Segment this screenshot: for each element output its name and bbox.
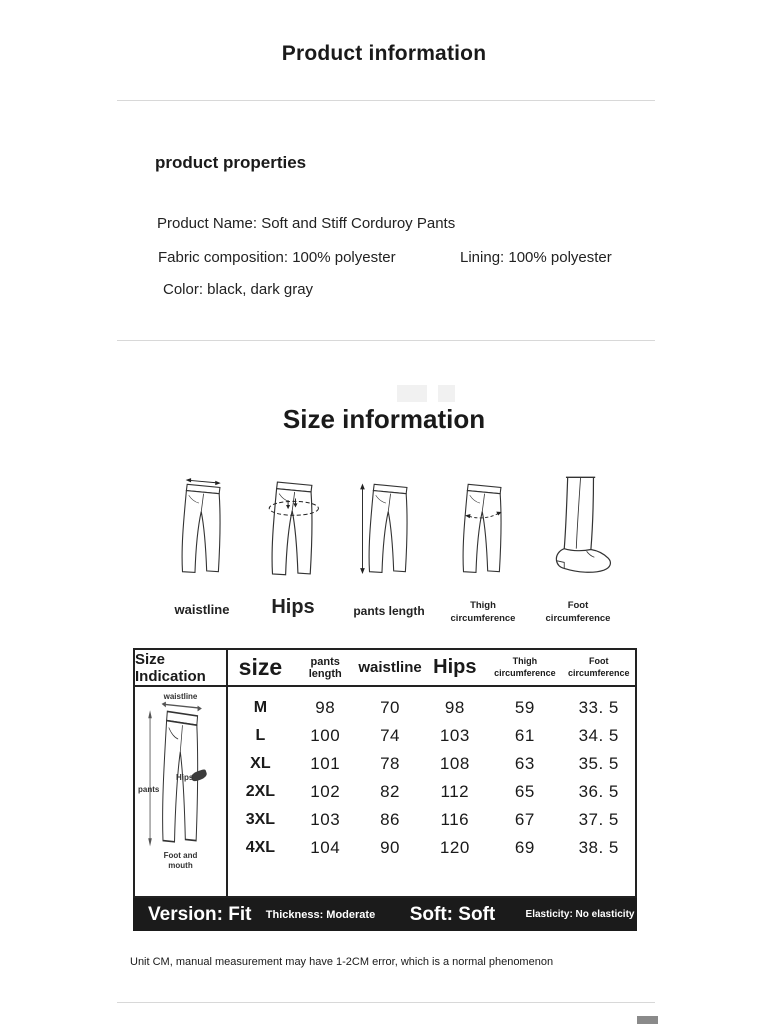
value-cell: 82: [380, 782, 400, 801]
size-information-title: Size information: [282, 404, 486, 434]
value-cell: 86: [380, 810, 400, 829]
lining-text: Lining: 100% polyester: [460, 249, 612, 266]
pants-hips-icon: [252, 466, 334, 590]
thigh-circumference-figure: [438, 466, 528, 626]
value-cell: 59: [514, 698, 535, 717]
value-cell: 61: [514, 726, 535, 745]
attributes-bar: [133, 898, 637, 931]
value-cell: 74: [380, 726, 400, 745]
size-cell: 4XL: [245, 839, 276, 856]
table-row: [228, 834, 635, 862]
figure-label: Thigh circumference: [450, 600, 516, 624]
value-cell: 108: [439, 754, 470, 773]
value-cell: 63: [514, 754, 535, 773]
value-cell: 78: [380, 754, 400, 773]
diagram-waistline-label: waistline: [163, 692, 198, 701]
section-divider: [117, 1002, 655, 1003]
section-divider: [117, 100, 655, 101]
value-cell: 116: [440, 810, 470, 829]
value-cell: 98: [315, 698, 336, 717]
value-cell: 101: [310, 754, 341, 773]
value-cell: 36. 5: [578, 782, 619, 801]
size-diagram: [135, 687, 226, 896]
product-properties-heading: product properties: [155, 153, 307, 172]
section-divider: [117, 340, 655, 341]
size-indication-column: [135, 650, 228, 896]
value-cell: 98: [444, 698, 465, 717]
hips-figure: [248, 466, 338, 619]
waistline-figure: [157, 466, 247, 617]
value-cell: 69: [514, 838, 535, 857]
foot-circumference-figure: [533, 466, 623, 626]
color-text: Color: black, dark gray: [163, 281, 314, 298]
value-cell: 102: [310, 782, 341, 801]
pants-waistline-icon: [163, 466, 241, 590]
diagram-foot-label: Foot and mouth: [163, 851, 198, 871]
diagram-hips-label: Hips: [176, 773, 194, 782]
leg-shoe-icon: [535, 466, 621, 590]
size-indication-header: Size Indication: [135, 650, 226, 687]
figure-label: Foot circumference: [545, 600, 611, 624]
pants-length-icon: [350, 466, 428, 590]
thickness-label: Thickness: Moderate: [265, 908, 376, 921]
watermark-fragment: [438, 385, 455, 402]
figure-label: Hips: [271, 596, 315, 618]
watermark-fragment: [397, 385, 427, 402]
size-cell: XL: [250, 755, 271, 772]
table-row: [228, 722, 635, 750]
column-header-waistline: waistline: [358, 659, 422, 676]
value-cell: 34. 5: [578, 726, 619, 745]
value-cell: 112: [440, 782, 470, 801]
softness-label: Soft: Soft: [409, 903, 496, 925]
value-cell: 37. 5: [578, 810, 619, 829]
pants-thigh-icon: [444, 466, 522, 590]
pants-length-figure: [344, 466, 434, 618]
column-header-pants-length: pants length: [308, 655, 342, 680]
watermark-fragment: [637, 1016, 658, 1024]
table-header-row: [228, 650, 635, 687]
figure-label: waistline: [174, 602, 230, 617]
page-title: Product information: [281, 42, 487, 65]
value-cell: 103: [439, 726, 470, 745]
version-label: Version: Fit: [148, 903, 252, 925]
column-header-foot: Foot circumference: [567, 656, 630, 678]
value-cell: 70: [380, 698, 400, 717]
value-cell: 103: [310, 810, 341, 829]
table-row: [228, 806, 635, 834]
value-cell: 33. 5: [578, 698, 619, 717]
product-name-text: Product Name: Soft and Stiff Corduroy Pants: [157, 215, 456, 232]
value-cell: 100: [310, 726, 341, 745]
table-row: [228, 694, 635, 722]
size-table: [133, 648, 637, 898]
table-row: [228, 778, 635, 806]
value-cell: 65: [514, 782, 535, 801]
size-cell: L: [255, 727, 266, 744]
column-header-hips: Hips: [433, 656, 477, 678]
table-body: [228, 687, 635, 896]
elasticity-label: Elasticity: No elasticity: [525, 909, 635, 920]
column-header-thigh: Thigh circumference: [494, 656, 556, 678]
value-cell: 90: [380, 838, 400, 857]
column-header-size: size: [238, 654, 283, 680]
size-table-data: [228, 650, 635, 896]
unit-note: Unit CM, manual measurement may have 1-2CM error, which is a normal phenomenon: [130, 956, 554, 968]
value-cell: 38. 5: [578, 838, 619, 857]
figure-label: pants length: [353, 604, 425, 618]
size-cell: 3XL: [245, 811, 276, 828]
table-row: [228, 750, 635, 778]
value-cell: 104: [310, 838, 341, 857]
value-cell: 120: [439, 838, 470, 857]
size-cell: M: [253, 699, 268, 716]
diagram-pants-label: pants: [138, 785, 160, 794]
value-cell: 67: [514, 810, 535, 829]
value-cell: 35. 5: [578, 754, 619, 773]
size-cell: 2XL: [245, 783, 276, 800]
fabric-composition-text: Fabric composition: 100% polyester: [158, 249, 396, 266]
